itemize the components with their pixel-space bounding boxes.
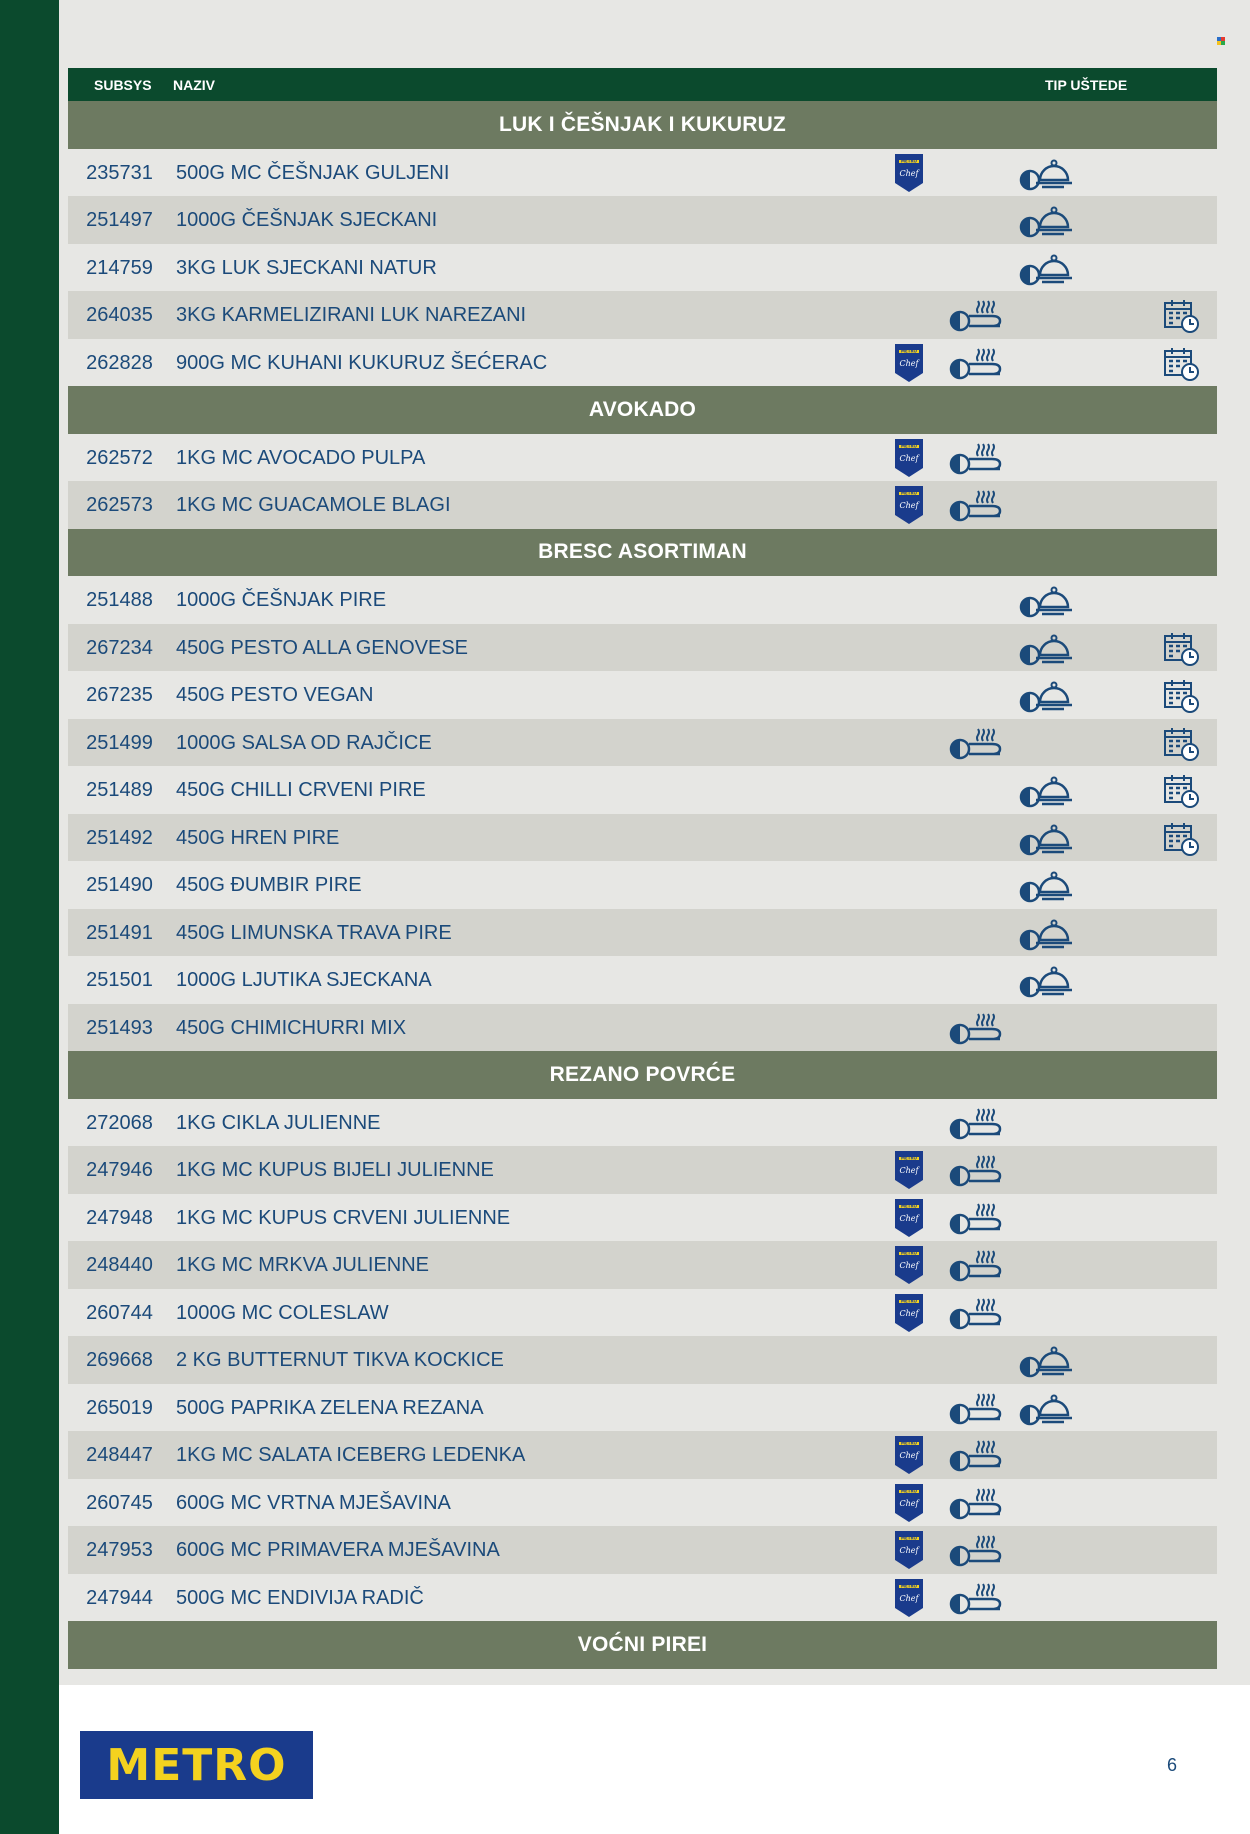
subsys-code: 272068	[86, 1111, 153, 1134]
subsys-code: 251501	[86, 969, 153, 991]
svg-text:Chef: Chef	[899, 1451, 919, 1460]
table-body	[68, 101, 1217, 1669]
table-row	[68, 1336, 1217, 1384]
metro-chef-badge-icon	[894, 1483, 924, 1523]
subsys-code: 214759	[86, 256, 153, 279]
product-name: 1000G ČEŠNJAK SJECKANI	[176, 209, 438, 231]
product-name: 1KG MC AVOCADO PULPA	[176, 446, 426, 469]
svg-text:METRO: METRO	[901, 1298, 917, 1304]
ready-to-use-pan-icon	[948, 1297, 1010, 1331]
ready-to-use-pan-icon	[948, 1534, 1010, 1568]
subsys-code: 267235	[86, 684, 153, 706]
table-row	[68, 1146, 1217, 1194]
ready-to-use-pan-icon	[948, 727, 1010, 761]
product-name: 600G MC PRIMAVERA MJEŠAVINA	[176, 1539, 500, 1561]
svg-text:Chef: Chef	[899, 501, 919, 510]
product-name: 450G PESTO VEGAN	[176, 684, 374, 706]
table-row	[68, 1241, 1217, 1289]
ready-to-use-pan-icon	[948, 347, 1010, 381]
ready-to-use-pan-icon	[948, 1202, 1010, 1236]
svg-text:Chef: Chef	[899, 168, 919, 178]
product-name: 3KG LUK SJECKANI NATUR	[176, 256, 437, 279]
product-name: 500G PAPRIKA ZELENA REZANA	[176, 1396, 484, 1419]
subsys-code: 251492	[86, 826, 153, 849]
table-row	[68, 1194, 1217, 1242]
table-row	[68, 909, 1217, 957]
time-saving-dome-icon	[1018, 866, 1076, 904]
svg-text:METRO: METRO	[901, 1488, 917, 1494]
subsys-code: 262828	[86, 351, 153, 374]
svg-text:Chef: Chef	[899, 1213, 919, 1223]
subsys-code: 262573	[86, 494, 153, 516]
time-saving-dome-icon	[1018, 581, 1076, 619]
table-row	[68, 1526, 1217, 1574]
svg-text:Chef: Chef	[899, 358, 919, 368]
svg-text:METRO: METRO	[901, 1535, 917, 1541]
color-dots-mark	[1217, 37, 1225, 45]
ready-to-use-pan-icon	[948, 1487, 1010, 1521]
table-row	[68, 339, 1217, 387]
subsys-code: 260745	[86, 1491, 153, 1514]
product-name: 1000G ČEŠNJAK PIRE	[176, 589, 387, 611]
col-subsys-header: SUBSYS	[94, 77, 152, 93]
metro-chef-badge-icon	[894, 1578, 924, 1618]
table-row	[68, 671, 1217, 719]
subsys-code: 265019	[86, 1396, 153, 1419]
subsys-code: 247948	[86, 1206, 153, 1229]
ready-to-use-pan-icon	[948, 1439, 1010, 1473]
svg-text:Chef: Chef	[899, 1498, 919, 1508]
svg-text:Chef: Chef	[899, 1546, 919, 1555]
svg-text:METRO: METRO	[901, 490, 917, 496]
product-name: 1KG MC SALATA ICEBERG LEDENKA	[176, 1444, 526, 1466]
section-header: VOĆNI PIREI	[68, 1621, 1217, 1669]
subsys-code: 251490	[86, 874, 153, 896]
time-saving-dome-icon	[1018, 1341, 1076, 1379]
svg-text:Chef: Chef	[899, 453, 919, 463]
svg-text:Chef: Chef	[899, 1261, 919, 1270]
table-row	[68, 291, 1217, 339]
product-name: 1KG MC GUACAMOLE BLAGI	[176, 494, 451, 516]
product-name: 500G MC ENDIVIJA RADIČ	[176, 1586, 424, 1609]
table-row	[68, 719, 1217, 767]
ready-to-use-pan-icon	[948, 442, 1010, 476]
time-saving-dome-icon	[1018, 154, 1076, 192]
product-name: 450G ĐUMBIR PIRE	[176, 874, 362, 896]
product-name: 450G CHILLI CRVENI PIRE	[176, 779, 426, 801]
subsys-code: 248447	[86, 1444, 153, 1466]
time-saving-dome-icon	[1018, 249, 1076, 287]
svg-text:METRO: METRO	[901, 158, 917, 164]
product-name: 2 KG BUTTERNUT TIKVA KOCKICE	[176, 1349, 504, 1371]
table-row	[68, 434, 1217, 482]
metro-logo: METRO	[80, 1731, 313, 1799]
table-row	[68, 149, 1217, 197]
table-row	[68, 624, 1217, 672]
metro-chef-badge-icon	[894, 1293, 924, 1333]
subsys-code: 251493	[86, 1016, 153, 1039]
product-name: 3KG KARMELIZIRANI LUK NAREZANI	[176, 304, 527, 326]
metro-chef-badge-icon	[894, 1150, 924, 1190]
subsys-code: 251489	[86, 779, 153, 801]
shelf-life-calendar-icon	[1163, 631, 1201, 667]
shelf-life-calendar-icon	[1163, 773, 1201, 809]
metro-chef-badge-icon	[894, 485, 924, 525]
metro-chef-badge-icon	[894, 1530, 924, 1570]
product-name: 1000G LJUTIKA SJECKANA	[176, 969, 432, 991]
product-name: 1KG MC MRKVA JULIENNE	[176, 1254, 430, 1276]
metro-chef-badge-icon	[894, 1245, 924, 1285]
subsys-code: 247944	[86, 1586, 153, 1609]
shelf-life-calendar-icon	[1163, 346, 1201, 382]
table-row	[68, 1384, 1217, 1432]
subsys-code: 251488	[86, 589, 153, 611]
ready-to-use-pan-icon	[948, 299, 1010, 333]
table-row	[68, 1431, 1217, 1479]
time-saving-dome-icon	[1018, 819, 1076, 857]
svg-text:METRO: METRO	[901, 1155, 917, 1161]
table-row	[68, 861, 1217, 909]
svg-text:METRO: METRO	[901, 1440, 917, 1446]
subsys-code: 264035	[86, 304, 153, 326]
section-header: REZANO POVRĆE	[68, 1051, 1217, 1099]
subsys-code: 248440	[86, 1254, 153, 1276]
shelf-life-calendar-icon	[1163, 298, 1201, 334]
product-name: 500G MC ČEŠNJAK GULJENI	[176, 161, 450, 184]
table-row	[68, 956, 1217, 1004]
ready-to-use-pan-icon	[948, 1154, 1010, 1188]
product-name: 900G MC KUHANI KUKURUZ ŠEĆERAC	[176, 351, 548, 374]
table-row	[68, 481, 1217, 529]
shelf-life-calendar-icon	[1163, 726, 1201, 762]
metro-chef-badge-icon	[894, 1198, 924, 1238]
table-row	[68, 1099, 1217, 1147]
subsys-code: 260744	[86, 1301, 153, 1324]
time-saving-dome-icon	[1018, 201, 1076, 239]
product-table	[68, 68, 1217, 1669]
subsys-code: 247946	[86, 1159, 153, 1181]
product-name: 1KG CIKLA JULIENNE	[176, 1111, 381, 1134]
svg-text:METRO: METRO	[901, 1583, 917, 1589]
svg-text:METRO: METRO	[901, 443, 917, 449]
product-name: 1000G SALSA OD RAJČICE	[176, 731, 432, 754]
table-row	[68, 814, 1217, 862]
col-naziv-header: NAZIV	[173, 77, 215, 93]
subsys-code: 251491	[86, 921, 153, 944]
ready-to-use-pan-icon	[948, 1582, 1010, 1616]
table-row	[68, 196, 1217, 244]
subsys-code: 262572	[86, 446, 153, 469]
section-header: LUK I ČEŠNJAK I KUKURUZ	[68, 101, 1217, 149]
svg-text:Chef: Chef	[899, 1308, 919, 1318]
metro-chef-badge-icon	[894, 438, 924, 478]
ready-to-use-pan-icon	[948, 1249, 1010, 1283]
table-row	[68, 1004, 1217, 1052]
svg-text:Chef: Chef	[899, 1166, 919, 1175]
shelf-life-calendar-icon	[1163, 678, 1201, 714]
ready-to-use-pan-icon	[948, 1392, 1010, 1426]
svg-text:Chef: Chef	[899, 1593, 919, 1603]
table-header	[68, 68, 1217, 101]
shelf-life-calendar-icon	[1163, 821, 1201, 857]
table-row	[68, 766, 1217, 814]
subsys-code: 267234	[86, 636, 153, 659]
subsys-code: 251497	[86, 209, 153, 231]
product-name: 600G MC VRTNA MJEŠAVINA	[176, 1491, 451, 1514]
section-header: BRESC ASORTIMAN	[68, 529, 1217, 577]
time-saving-dome-icon	[1018, 1389, 1076, 1427]
product-name: 450G CHIMICHURRI MIX	[176, 1016, 407, 1039]
table-row	[68, 1479, 1217, 1527]
table-row	[68, 1574, 1217, 1622]
subsys-code: 235731	[86, 161, 153, 184]
time-saving-dome-icon	[1018, 676, 1076, 714]
page-number: 6	[1167, 1755, 1178, 1775]
col-tip-usteda-header: TIP UŠTEDE	[1045, 77, 1128, 93]
product-name: 450G HREN PIRE	[176, 826, 340, 849]
product-name: 1KG MC KUPUS BIJELI JULIENNE	[176, 1159, 494, 1181]
product-name: 1000G MC COLESLAW	[176, 1301, 389, 1324]
left-sidebar-band	[0, 0, 59, 1834]
svg-text:METRO: METRO	[901, 1250, 917, 1256]
ready-to-use-pan-icon	[948, 489, 1010, 523]
table-row	[68, 244, 1217, 292]
time-saving-dome-icon	[1018, 914, 1076, 952]
section-header: AVOKADO	[68, 386, 1217, 434]
product-name: 1KG MC KUPUS CRVENI JULIENNE	[176, 1206, 511, 1229]
metro-chef-badge-icon	[894, 343, 924, 383]
svg-text:METRO: METRO	[901, 1203, 917, 1209]
ready-to-use-pan-icon	[948, 1012, 1010, 1046]
subsys-code: 251499	[86, 731, 153, 754]
metro-chef-badge-icon	[894, 153, 924, 193]
table-row	[68, 576, 1217, 624]
time-saving-dome-icon	[1018, 629, 1076, 667]
product-name: 450G LIMUNSKA TRAVA PIRE	[176, 921, 452, 944]
subsys-code: 269668	[86, 1349, 153, 1371]
svg-text:METRO: METRO	[901, 348, 917, 354]
subsys-code: 247953	[86, 1539, 153, 1561]
time-saving-dome-icon	[1018, 771, 1076, 809]
time-saving-dome-icon	[1018, 961, 1076, 999]
ready-to-use-pan-icon	[948, 1107, 1010, 1141]
product-name: 450G PESTO ALLA GENOVESE	[176, 636, 469, 659]
table-row	[68, 1289, 1217, 1337]
metro-chef-badge-icon	[894, 1435, 924, 1475]
